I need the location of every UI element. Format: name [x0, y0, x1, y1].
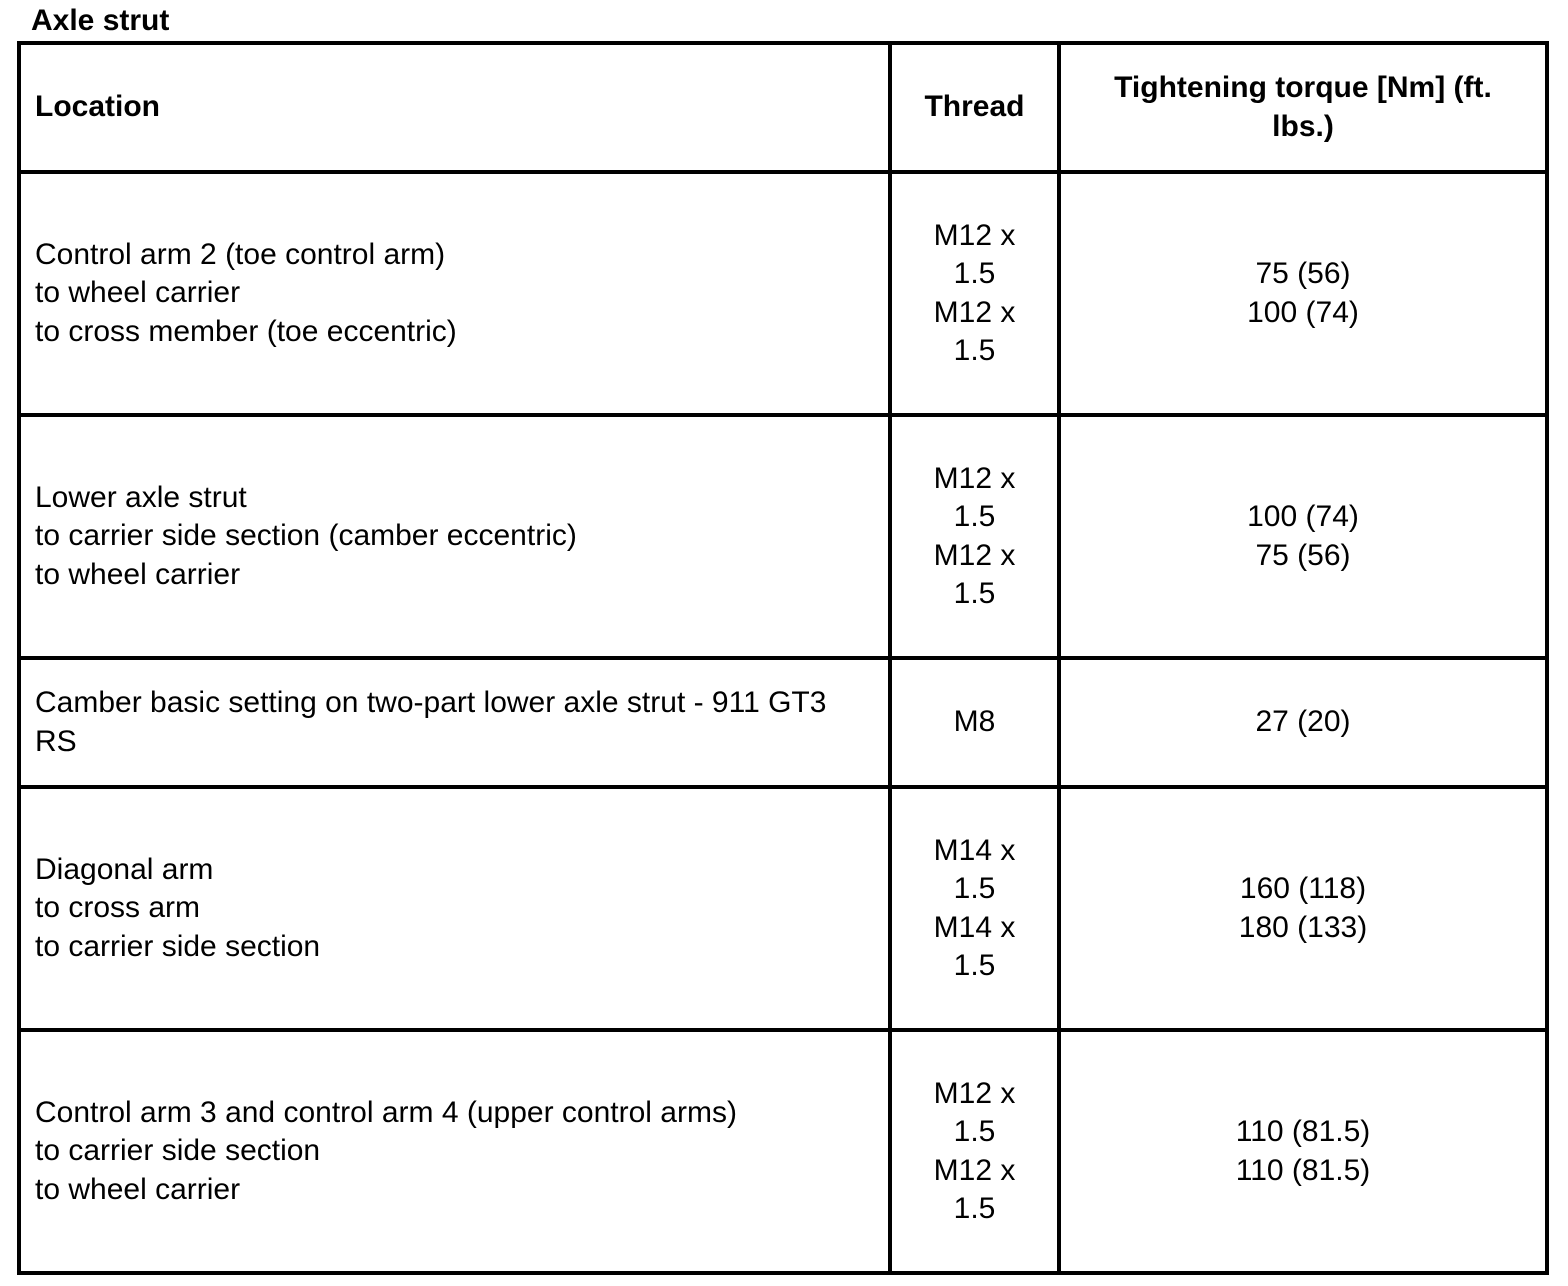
location-cell: Camber basic setting on two-part lower axle strut - 911 GT3 RS [19, 658, 890, 787]
header-torque: Tightening torque [Nm] (ft. lbs.) [1059, 43, 1547, 172]
table-row [19, 787, 1547, 1030]
location-cell: Control arm 3 and control arm 4 (upper control arms) to carrier side section to wheel carrier [19, 1030, 890, 1273]
table-row [19, 415, 1547, 658]
table-header-row [19, 43, 1547, 172]
table-row [19, 658, 1547, 787]
torque-cell: 110 (81.5) 110 (81.5) [1059, 1030, 1547, 1273]
torque-cell: 160 (118) 180 (133) [1059, 787, 1547, 1030]
header-thread: Thread [890, 43, 1059, 172]
table-row [19, 172, 1547, 415]
location-cell: Diagonal arm to cross arm to carrier side section [19, 787, 890, 1030]
torque-table [17, 41, 1549, 1275]
thread-cell: M12 x 1.5 M12 x 1.5 [890, 415, 1059, 658]
thread-cell: M12 x 1.5 M12 x 1.5 [890, 1030, 1059, 1273]
header-location: Location [19, 43, 890, 172]
thread-cell: M14 x 1.5 M14 x 1.5 [890, 787, 1059, 1030]
location-cell: Lower axle strut to carrier side section (camber eccentric) to wheel carrier [19, 415, 890, 658]
table-row [19, 1030, 1547, 1273]
torque-cell: 27 (20) [1059, 658, 1547, 787]
torque-cell: 100 (74) 75 (56) [1059, 415, 1547, 658]
section-title: Axle strut [31, 4, 170, 37]
location-cell: Control arm 2 (toe control arm) to wheel carrier to cross member (toe eccentric) [19, 172, 890, 415]
thread-cell: M8 [890, 658, 1059, 787]
torque-cell: 75 (56) 100 (74) [1059, 172, 1547, 415]
thread-cell: M12 x 1.5 M12 x 1.5 [890, 172, 1059, 415]
